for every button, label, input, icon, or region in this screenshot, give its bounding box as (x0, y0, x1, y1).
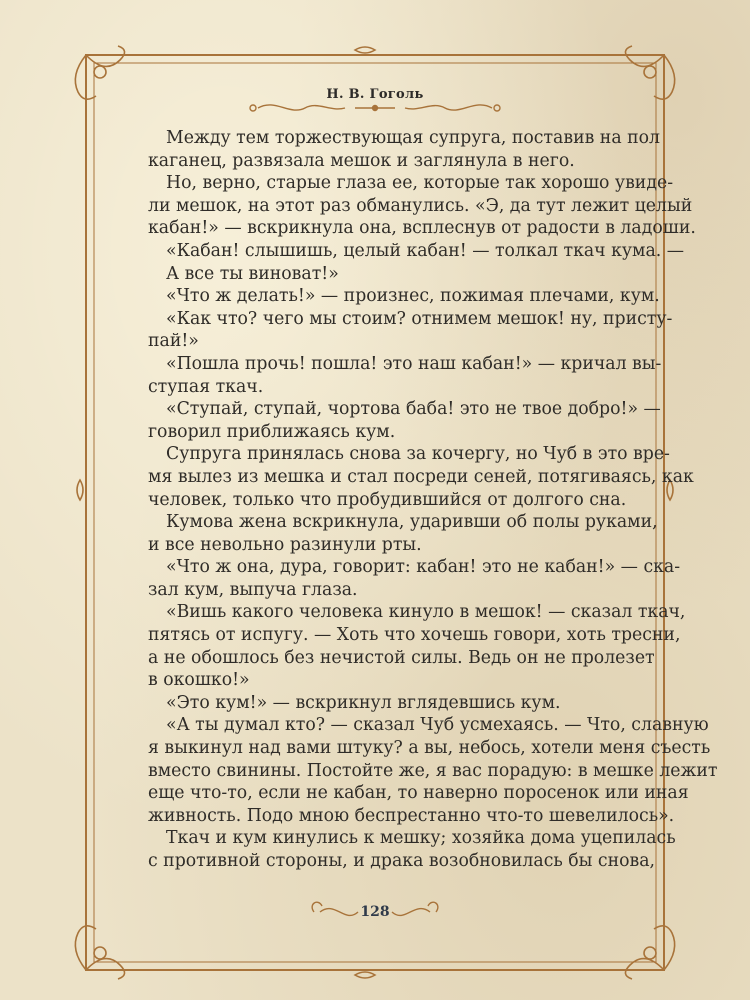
page-number: 128 (360, 904, 390, 920)
text-line: и все невольно разинули рты. (148, 534, 422, 555)
running-header: Н. В. Гоголь (326, 87, 424, 102)
ornament-divider-icon (250, 105, 500, 111)
text-line: говорил приближаясь кум. (148, 421, 396, 442)
text-line: «А ты думал кто? — сказал Чуб усмехаясь. — Что, славную (166, 715, 709, 736)
text-line: «Что ж делать!» — произнес, пожимая плечами, кум. (166, 286, 660, 307)
text-line: зал кум, выпуча глаза. (148, 579, 358, 600)
text-line: «Это кум!» — вскрикнул вглядевшись кум. (166, 692, 561, 713)
text-line: «Кабан! слышишь, целый кабан! — толкал ткач кума. — (166, 240, 685, 261)
text-line: кабан!» — вскрикнула она, всплеснув от радости в ладоши. (148, 218, 696, 239)
text-line: «Пошла прочь! пошла! это наш кабан!» — кричал вы- (166, 353, 662, 374)
text-line: ли мешок, на этот раз обманулись. «Э, да тут лежит целый (148, 195, 693, 216)
text-line: мя вылез из мешка и стал посреди сеней, потягиваясь, как (148, 466, 694, 487)
text-line: еще что-то, если не кабан, то наверно поросенок или иная (148, 783, 689, 804)
text-line: Между тем торжествующая супруга, поставив на пол (166, 128, 661, 148)
text-line: Ткач и кум кинулись к мешку; хозяйка дома уцепилась (166, 828, 676, 849)
text-line: пятясь от испугу. — Хоть что хочешь говори, хоть тресни, (148, 625, 681, 646)
text-line: ступая ткач. (148, 376, 264, 397)
text-line: Супруга принялась снова за кочергу, но Чуб в это вре- (166, 444, 670, 465)
body-text (148, 127, 718, 873)
text-line: «Что ж она, дура, говорит: кабан! это не кабан!» — ска- (166, 557, 681, 578)
text-line: а не обошлось без нечистой силы. Ведь он не пролезет (148, 647, 655, 668)
text-line: человек, только что пробудившийся от долгого сна. (148, 489, 627, 510)
text-line: вместо свинины. Постойте же, я вас порадую: в мешке лежит (148, 760, 718, 781)
text-line: с противной стороны, и драка возобновилась бы снова, (148, 851, 656, 871)
text-line: живность. Подо мною беспрестанно что-то шевелилось». (148, 805, 675, 826)
text-line: в окошко!» (148, 670, 250, 691)
text-line: я выкинул над вами штуку? а вы, небось, хотели меня съесть (148, 738, 711, 759)
text-line: «Как что? чего мы стоим? отнимем мешок! ну, присту- (166, 308, 673, 329)
text-line: пай!» (148, 331, 199, 352)
text-line: «Ступай, ступай, чортова баба! это не твое добро!» — (166, 399, 661, 420)
text-line: каганец, развязала мешок и заглянула в него. (148, 150, 575, 171)
text-line: Но, верно, старые глаза ее, которые так хорошо увиде- (166, 173, 674, 194)
text-line: Кумова жена вскрикнула, ударивши об полы руками, (166, 512, 658, 533)
text-line: А все ты виноват!» (166, 263, 339, 284)
text-line: «Вишь какого человека кинуло в мешок! — сказал ткач, (166, 602, 686, 623)
